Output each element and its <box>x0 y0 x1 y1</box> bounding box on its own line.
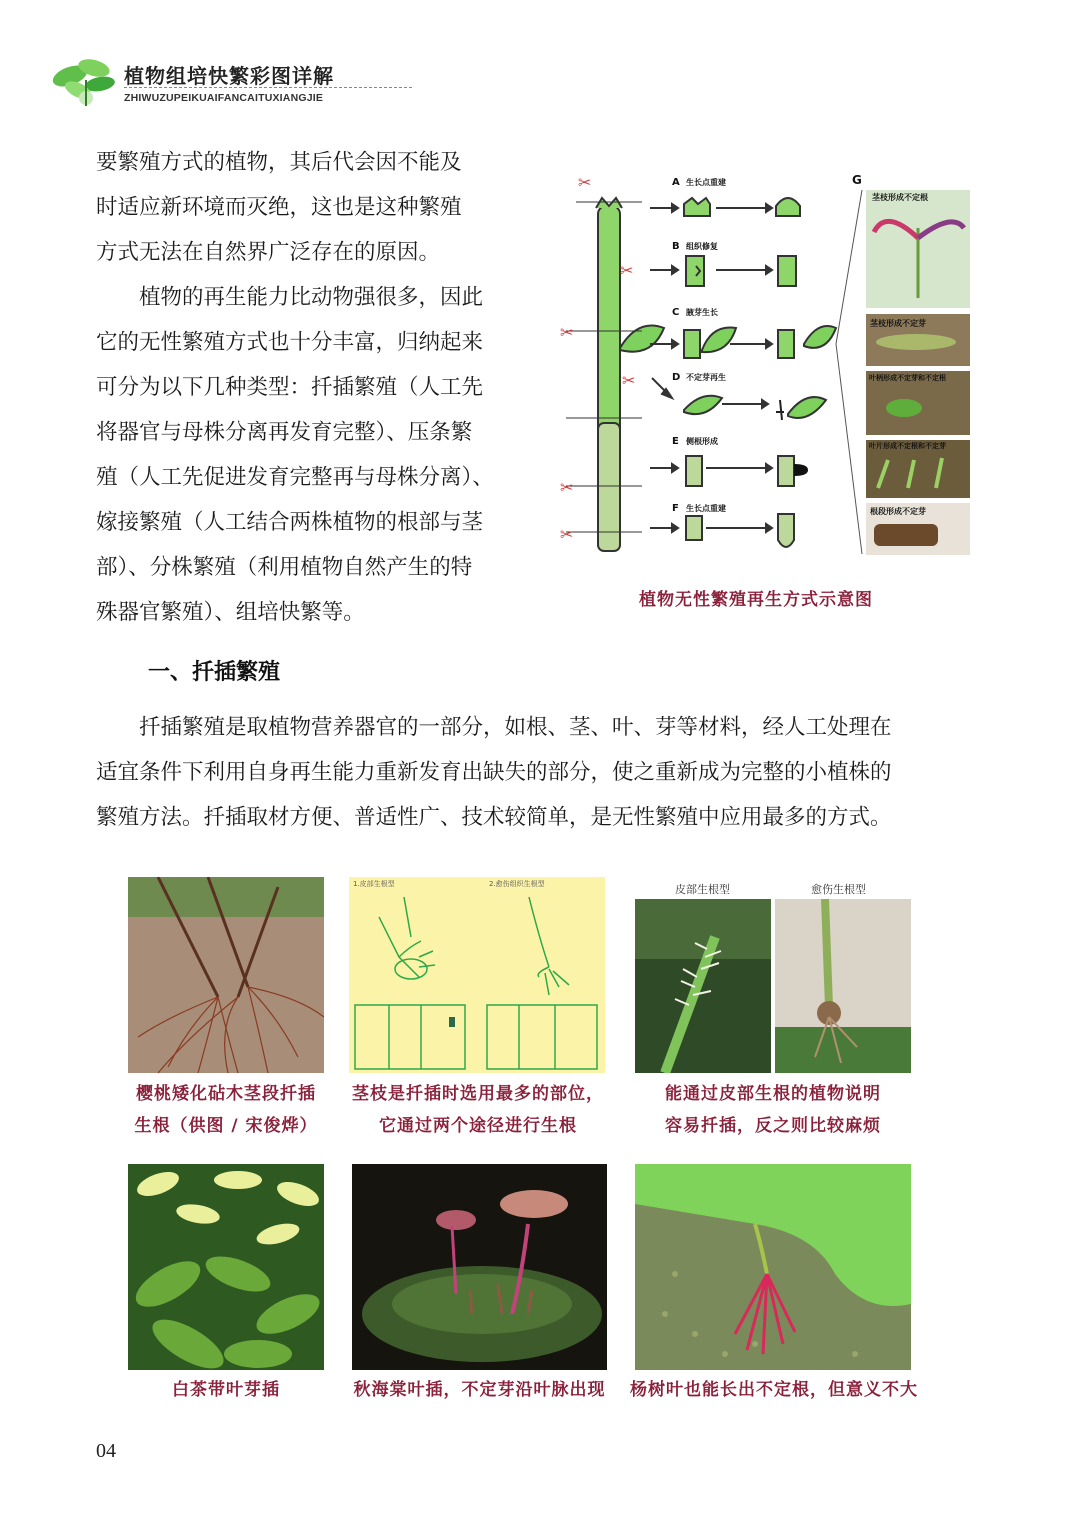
panel-a-label: 生长点重建 <box>686 178 726 187</box>
text-line: 殊器官繁殖）、组培快繁等。 <box>96 600 365 625</box>
caption-line: 白茶带叶芽插 <box>172 1380 280 1400</box>
panel-f-letter: F <box>672 503 679 514</box>
regeneration-diagram-svg <box>556 168 980 563</box>
caption-line: 杨树叶也能长出不定根，但意义不大 <box>630 1380 918 1400</box>
panel-a-letter: A <box>672 177 680 188</box>
panel-e-letter: E <box>672 436 679 447</box>
panel-e-label: 侧根形成 <box>686 437 718 446</box>
main-paragraph <box>96 705 986 840</box>
photo-2-caption <box>340 1078 616 1142</box>
caption-line: 容易扦插，反之则比较麻烦 <box>665 1116 881 1136</box>
photo-3-caption <box>635 1078 911 1142</box>
intro-paragraph <box>96 140 526 635</box>
photo-begonia-leaf-cutting <box>352 1164 607 1370</box>
text-line: 要繁殖方式的植物，其后代会因不能及 <box>96 150 462 175</box>
svg-text:✂: ✂ <box>560 478 574 497</box>
caption-line: 樱桃矮化砧木茎段扦插 <box>136 1084 316 1104</box>
photo-poplar-leaf-rooting <box>635 1164 911 1370</box>
text-line: 适宜条件下利用自身再生能力重新发育出缺失的部分，使之重新成为完整的小植株的 <box>96 760 892 785</box>
text-line: 它的无性繁殖方式也十分丰富，归纳起来 <box>96 330 484 355</box>
inset-label: 2.愈伤组织生根型 <box>489 880 545 888</box>
photo-1-caption <box>110 1078 342 1142</box>
photo-6-caption <box>626 1374 922 1406</box>
caption-line: 秋海棠叶插，不定芽沿叶脉出现 <box>353 1380 606 1400</box>
running-header <box>48 46 378 108</box>
panel-b-label: 组织修复 <box>686 242 718 251</box>
text-line: 时适应新环境而灭绝，这也是这种繁殖 <box>96 195 462 220</box>
text-line: 繁殖方法。扦插取材方便、普适性广、技术较简单，是无性繁殖中应用最多的方式。 <box>96 805 892 830</box>
caption-line: 茎枝是扦插时选用最多的部位， <box>352 1084 604 1104</box>
text-line: 方式无法在自然界广泛存在的原因。 <box>96 240 441 265</box>
section-heading: 一、扦插繁殖 <box>148 660 281 685</box>
panel-g-letter: G <box>852 173 862 187</box>
photo-white-tea-cuttings <box>128 1164 324 1370</box>
svg-text:✂: ✂ <box>578 173 592 192</box>
panel-c-label: 腋芽生长 <box>686 308 718 317</box>
svg-text:✂: ✂ <box>560 323 574 342</box>
book-title: 植物组培快繁彩图详解 <box>124 64 334 88</box>
book-title-pinyin: ZHIWUZUPEIKUAIFANCAITUXIANGJIE <box>124 92 324 104</box>
inset-label: 皮部生根型 <box>675 883 730 896</box>
illustration-rooting-types <box>349 877 605 1073</box>
photo-cherry-cuttings <box>128 877 324 1073</box>
photo-5-caption <box>340 1374 619 1406</box>
panel-d-label: 不定芽再生 <box>686 373 726 382</box>
g-label-2: 茎枝形成不定芽 <box>870 319 926 328</box>
text-line: 将器官与母株分离再发育完整）、压条繁 <box>96 420 473 445</box>
text-line: 扦插繁殖是取植物营养器官的一部分，如根、茎、叶、芽等材料，经人工处理在 <box>96 715 892 740</box>
panel-b-letter: B <box>672 241 680 252</box>
g-label-5: 根段形成不定芽 <box>870 507 926 516</box>
header-rule <box>124 87 412 88</box>
g-label-1: 茎枝形成不定根 <box>872 193 928 202</box>
regeneration-diagram <box>556 168 980 563</box>
g-label-3: 叶柄形成不定芽和不定根 <box>869 374 946 382</box>
text-line: 嫁接繁殖（人工结合两株植物的根部与茎 <box>96 510 484 535</box>
caption-line: 能通过皮部生根的植物说明 <box>665 1084 881 1104</box>
text-line: 植物的再生能力比动物强很多，因此 <box>96 285 484 310</box>
photo-bark-vs-callus-rooting <box>635 877 911 1073</box>
text-line: 可分为以下几种类型：扦插繁殖（人工先 <box>96 375 484 400</box>
caption-line: 生根（供图 / 宋俊烨） <box>134 1116 318 1136</box>
panel-d-letter: D <box>672 372 681 383</box>
text-line: 殖（人工先促进发育完整再与母株分离）、 <box>96 465 494 490</box>
caption-line: 它通过两个途径进行生根 <box>379 1116 577 1136</box>
inset-label: 1.皮部生根型 <box>353 880 395 888</box>
svg-text:✂: ✂ <box>622 371 636 390</box>
svg-text:✂: ✂ <box>620 261 634 280</box>
diagram-caption: 植物无性繁殖再生方式示意图 <box>639 590 873 610</box>
panel-f-label: 生长点重建 <box>686 504 726 513</box>
svg-text:✂: ✂ <box>560 525 574 544</box>
g-label-4: 叶片形成不定根和不定芽 <box>869 442 946 450</box>
text-line: 部）、分株繁殖（利用植物自然产生的特 <box>96 555 473 580</box>
page-number: 04 <box>96 1440 116 1462</box>
photo-4-caption <box>110 1374 342 1406</box>
inset-label: 愈伤生根型 <box>811 883 866 896</box>
leaf-logo-icon <box>48 50 122 108</box>
panel-c-letter: C <box>672 307 680 318</box>
